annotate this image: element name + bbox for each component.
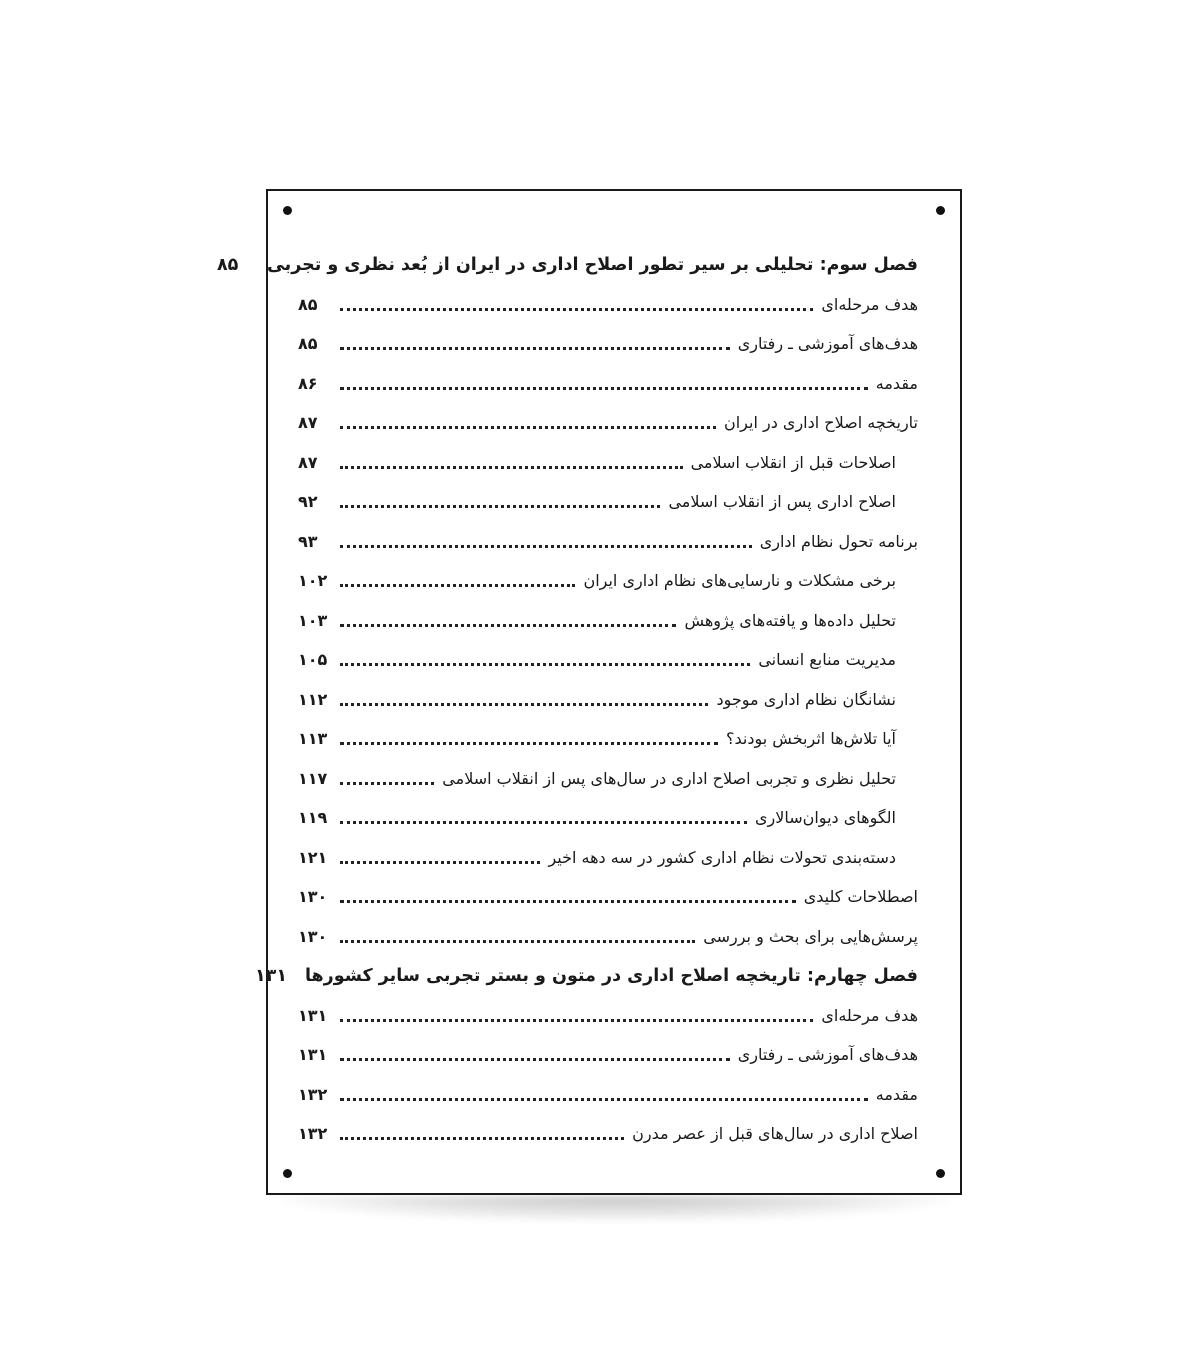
toc-entry-row — [298, 1035, 918, 1075]
toc-entry-title: برخی مشکلات و نارسایی‌های نظام اداری ایران — [583, 571, 896, 591]
toc-page-number: ۱۳۰ — [298, 926, 328, 946]
dot-leader — [340, 1017, 813, 1022]
toc-entry-row — [298, 680, 918, 720]
toc-entry-title: دسته‌بندی تحولات نظام اداری کشور در سه دهه اخیر — [548, 847, 896, 867]
toc-entry-title: تاریخچه اصلاح اداری در ایران — [723, 413, 918, 433]
toc-entry-row — [298, 601, 918, 641]
toc-page-number: ۱۳۲ — [298, 1084, 328, 1104]
dot-leader — [340, 543, 752, 548]
dot-leader — [340, 1056, 730, 1061]
toc-page-number: ۸۷ — [298, 413, 318, 433]
toc-entry-row — [298, 364, 918, 404]
toc-page-number: ۱۱۷ — [298, 768, 328, 788]
toc-entry-row — [298, 838, 918, 878]
toc-entry-row — [298, 1114, 918, 1154]
toc-page-number: ۱۱۳ — [298, 729, 328, 749]
toc-entry-title: اصلاح اداری پس از انقلاب اسلامی — [668, 492, 896, 512]
toc-entry-title: پرسش‌هایی برای بحث و بررسی — [703, 926, 918, 946]
toc-entry-row — [298, 640, 918, 680]
toc-entry-title: هدف‌های آموزشی ـ رفتاری — [737, 1045, 918, 1065]
toc-page-number: ۱۳۱ — [254, 965, 287, 986]
toc-page-number: ۱۰۳ — [298, 610, 328, 630]
toc-page-number: ۱۰۲ — [298, 571, 328, 591]
toc-entry-row — [298, 403, 918, 443]
toc-entry-row — [298, 719, 918, 759]
toc-page-number: ۱۳۲ — [298, 1124, 328, 1144]
toc-page-number: ۱۱۲ — [298, 689, 328, 709]
dot-leader — [340, 464, 683, 469]
dot-leader — [340, 306, 813, 311]
dot-leader — [340, 938, 695, 943]
toc-entry-row — [298, 877, 918, 917]
toc-entry-row — [298, 996, 918, 1036]
toc-entry-title: هدف مرحله‌ای — [821, 1005, 918, 1025]
dot-leader — [340, 345, 730, 350]
dot-leader — [340, 740, 718, 745]
toc-chapter-row — [254, 956, 918, 996]
dot-leader — [340, 859, 540, 864]
dot-leader — [340, 1096, 868, 1101]
toc-entry-title: تحلیل نظری و تجربی اصلاح اداری در سال‌های پس از انقلاب اسلامی — [442, 768, 896, 788]
toc-entry-row — [298, 324, 918, 364]
corner-dot-icon — [283, 206, 292, 215]
page-shadow — [282, 1196, 948, 1222]
toc-entry-row — [298, 482, 918, 522]
toc-entry-row — [298, 443, 918, 483]
toc-entry-title: هدف‌های آموزشی ـ رفتاری — [737, 334, 918, 354]
toc-entry-title: اصلاحات قبل از انقلاب اسلامی — [690, 452, 896, 472]
dot-leader — [340, 622, 676, 627]
toc-entry-title: اصطلاحات کلیدی — [803, 887, 918, 907]
dot-leader — [340, 898, 796, 903]
dot-leader — [340, 780, 434, 785]
toc-entry-row — [298, 759, 918, 799]
dot-leader — [340, 661, 750, 666]
toc-entry-title: مدیریت منابع انسانی — [758, 650, 896, 670]
toc-entry-title: آیا تلاش‌ها اثربخش بودند؟ — [726, 729, 896, 749]
toc-page-number: ۱۰۵ — [298, 650, 328, 670]
toc-page-number: ۸۵ — [216, 254, 239, 275]
toc-entry-title: اصلاح اداری در سال‌های قبل از عصر مدرن — [632, 1124, 918, 1144]
dot-leader — [340, 424, 716, 429]
dot-leader — [340, 819, 747, 824]
toc-page-number: ۹۳ — [298, 531, 318, 551]
dot-leader — [340, 503, 660, 508]
toc-entry-title: مقدمه — [875, 373, 918, 393]
toc-page-number: ۸۷ — [298, 452, 318, 472]
corner-dot-icon — [283, 1169, 292, 1178]
dot-leader — [340, 385, 868, 390]
toc-page-number: ۸۶ — [298, 373, 318, 393]
toc-entry-row — [298, 285, 918, 325]
toc-page-number: ۸۵ — [298, 334, 318, 354]
toc-entry-title: هدف مرحله‌ای — [821, 294, 918, 314]
toc-entry-title: فصل چهارم: تاریخچه اصلاح اداری در متون و بستر تجربی سایر کشورها — [304, 965, 918, 986]
dot-leader — [340, 1135, 624, 1140]
toc-entry-title: تحلیل داده‌ها و یافته‌های پژوهش — [684, 610, 896, 630]
table-of-contents — [216, 245, 918, 1154]
toc-chapter-row — [216, 245, 918, 285]
toc-page-number: ۹۲ — [298, 492, 318, 512]
toc-entry-title: الگوهای دیوان‌سالاری — [754, 808, 896, 828]
toc-entry-row — [298, 1075, 918, 1115]
dot-leader — [340, 701, 708, 706]
toc-entry-title: نشانگان نظام اداری موجود — [716, 689, 896, 709]
toc-page-frame — [216, 189, 962, 1195]
toc-entry-row — [298, 522, 918, 562]
toc-entry-title: برنامه تحول نظام اداری — [759, 531, 918, 551]
toc-entry-row — [298, 561, 918, 601]
toc-page-number: ۸۵ — [298, 294, 318, 314]
corner-dot-icon — [936, 206, 945, 215]
toc-page-number: ۱۱۹ — [298, 808, 328, 828]
toc-page-number: ۱۲۱ — [298, 847, 328, 867]
toc-entry-title: فصل سوم: تحلیلی بر سیر تطور اصلاح اداری در ایران از بُعد نظری و تجربی — [266, 254, 918, 275]
toc-entry-title: مقدمه — [875, 1084, 918, 1104]
dot-leader — [340, 582, 575, 587]
toc-page-number: ۱۳۰ — [298, 887, 328, 907]
corner-dot-icon — [936, 1169, 945, 1178]
toc-page-number: ۱۳۱ — [298, 1045, 328, 1065]
toc-entry-row — [298, 798, 918, 838]
toc-page-number: ۱۳۱ — [298, 1005, 328, 1025]
toc-entry-row — [298, 917, 918, 957]
